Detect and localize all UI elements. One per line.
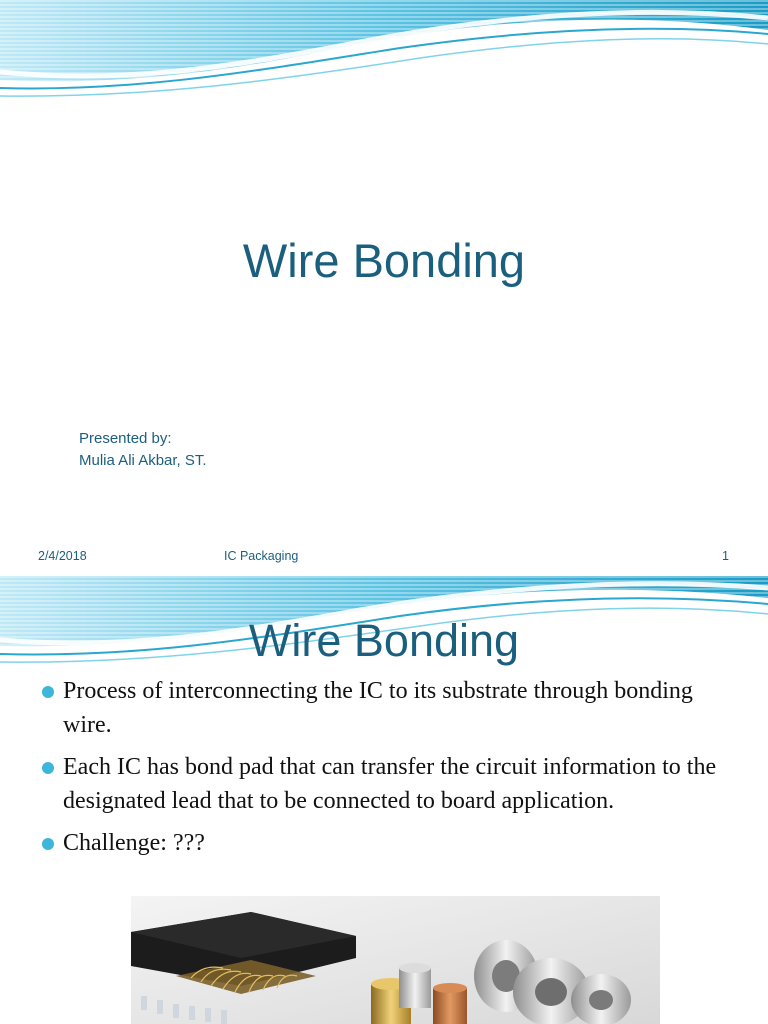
bullet-item [40, 674, 740, 742]
footer-date: 2/4/2018 [38, 549, 87, 563]
presenter-block [79, 428, 207, 472]
presenter-name: Mulia Ali Akbar, ST. [79, 452, 207, 469]
content-slide [0, 576, 768, 1024]
presenter-label: Presented by: [79, 430, 172, 447]
slide-title: Wire Bonding [248, 615, 520, 666]
bullet-text: Process of interconnecting the IC to its substrate through bonding wire. [63, 678, 693, 738]
footer-title: IC Packaging [224, 549, 299, 563]
bullet-text: Challenge: ??? [63, 830, 205, 856]
bullet-text: Each IC has bond pad that can transfer the circuit information to the designated lead that to be connected to board application. [63, 754, 717, 814]
bullet-item [40, 826, 740, 860]
bullet-dot-icon [42, 838, 54, 850]
bullet-item [40, 750, 740, 818]
header-wave-decoration [0, 0, 768, 110]
bullet-list [40, 674, 740, 868]
bullet-dot-icon [42, 686, 54, 698]
bullet-dot-icon [42, 762, 54, 774]
footer-page-number: 1 [722, 549, 729, 563]
ic-package-and-wire-spools-photo [131, 896, 660, 1024]
slide-title: Wire Bonding [242, 234, 526, 287]
